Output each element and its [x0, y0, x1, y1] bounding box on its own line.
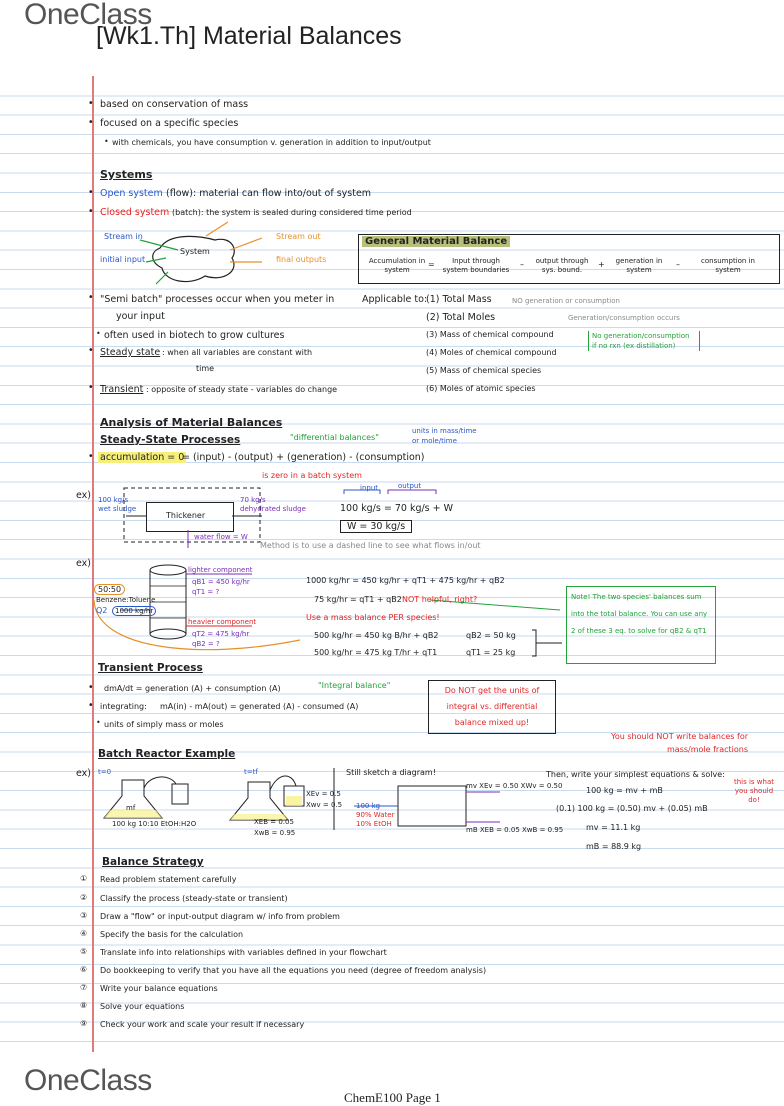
bullet-dot: • [88, 187, 94, 198]
then-write-note: Then, write your simplest equations & solve: [546, 770, 725, 779]
stream-in-label: Stream in [104, 232, 143, 241]
closed-system-desc: (batch): the system is sealed during considered time period [172, 208, 412, 217]
bullet-dot: • [96, 718, 101, 727]
batch-in-flow: 100 kg [356, 802, 381, 810]
intro-bullet-3: with chemicals, you have consumption v. generation in addition to input/output [112, 138, 431, 147]
batch-out-bottoms: mB XEB = 0.05 XwB = 0.95 [466, 826, 564, 834]
ex1-equation: 100 kg/s = 70 kg/s + W [340, 503, 454, 514]
differential-balances-label: "differential balances" [290, 433, 379, 442]
gmb-item-6: (6) Moles of atomic species [426, 384, 536, 393]
batch-in-comp2: 10% EtOH [356, 820, 392, 828]
ex1-label: ex) [76, 490, 92, 501]
integral-balance-label: "Integral balance" [318, 681, 391, 690]
intro-bullet-2: focused on a specific species [100, 118, 239, 129]
step-number: ⑥ [80, 965, 88, 974]
step-number: ① [80, 874, 88, 883]
step-number: ③ [80, 911, 88, 920]
strategy-step-8: Solve your equations [100, 1002, 185, 1011]
ss-equation: = (input) - (output) + (generation) - (consumption) [182, 452, 425, 463]
brand-logo-bottom: OneClass [24, 1064, 152, 1097]
accumulation-zero: accumulation = 0 [100, 452, 185, 463]
strategy-step-4: Specify the basis for the calculation [100, 930, 244, 939]
gmb-item-2: (2) Total Moles [426, 312, 496, 323]
systems-heading: Systems [100, 168, 153, 181]
ex1-input-label: input [360, 484, 379, 492]
ex2-light-q2: qT1 = ? [192, 588, 220, 596]
ex2-result-1: qB2 = 50 kg [466, 631, 516, 640]
bullet-dot: • [88, 451, 94, 462]
step-number: ④ [80, 929, 88, 938]
ex1-output-label: output [398, 482, 422, 490]
brand-logo-top: OneClass [24, 0, 152, 31]
gmb-note-no-gen: NO generation or consumption [512, 297, 620, 305]
ex2-label: ex) [76, 558, 92, 569]
ex2-note-box: Note! The two species' balances sum into the total balance. You can use any 2 of these 3 eq. to solve for qB2 & qT1 [566, 586, 716, 664]
batch-tf: t=tf [244, 768, 258, 776]
bullet-dot: • [88, 700, 94, 711]
units-note: units in mass/time or mole/time [412, 427, 477, 445]
bullet-dot: • [104, 137, 109, 146]
gmb-plus: + [598, 260, 605, 269]
batch-out-vapor: mv XEv = 0.50 XWv = 0.50 [466, 782, 563, 790]
side-note: this is what you should do! [733, 778, 774, 804]
gmb-consumption: consumption in system [701, 257, 755, 274]
ex1-water-flow: water flow = W [194, 533, 248, 541]
ex1-out-name: dehydrated sludge [240, 505, 306, 513]
ex1-in-flow: 100 kg/s [98, 496, 129, 504]
transient-heading: Transient Process [98, 662, 203, 674]
batch-solution-3: mv = 11.1 kg [586, 823, 641, 832]
batch-solution-4: mB = 88.9 kg [586, 842, 642, 851]
ex2-feed-names: Benzene:Toluene [96, 596, 156, 604]
bullet-dot: • [88, 345, 94, 356]
transient-label: Transient [100, 384, 144, 395]
ex2-eq3: 500 kg/hr = 450 kg B/hr + qB2 [314, 631, 439, 640]
bullet-dot: • [96, 329, 101, 338]
batch-solution-2: (0.1) 100 kg = (0.50) mv + (0.05) mB [556, 804, 708, 813]
gmb-minus: – [520, 260, 524, 269]
gmb-item-3: (3) Mass of chemical compound [426, 330, 554, 339]
strategy-step-9: Check your work and scale your result if necessary [100, 1020, 305, 1029]
semi-batch-line2: your input [116, 311, 165, 322]
ex2-light-label: lighter component [188, 566, 253, 574]
transient-units: units of simply mass or moles [104, 720, 224, 729]
ex2-eq2: 75 kg/hr = qT1 + qB2 [314, 595, 402, 604]
steady-state-desc2: time [196, 364, 215, 373]
applicable-label: Applicable to: [362, 294, 428, 305]
batch-xwv: Xwv = 0.5 [306, 801, 343, 809]
step-number: ⑧ [80, 1001, 88, 1010]
batch-feed: 100 kg 10:10 EtOH:H2O [112, 820, 197, 828]
strategy-step-6: Do bookkeeping to verify that you have all the equations you need (degree of freedom analysis) [100, 966, 487, 975]
page-footer: ChemE100 Page 1 [344, 1090, 441, 1105]
gmb-note-no-rxn: No generation/consumption if no rxn (ex distillation) [588, 331, 700, 351]
batch-solution-1: 100 kg = mv + mB [586, 786, 663, 795]
ex2-feed-ratio: 50:50 [94, 584, 125, 595]
ex2-heavy-q2: qB2 = ? [192, 640, 220, 648]
bullet-dot: • [88, 382, 94, 393]
ex1-in-name: wet sludge [98, 505, 137, 513]
ex2-eq4: 500 kg/hr = 475 kg T/hr + qT1 [314, 648, 438, 657]
stream-out-label: Stream out [276, 232, 321, 241]
closed-system-label: Closed system [100, 207, 170, 218]
strategy-step-1: Read problem statement carefully [100, 875, 237, 884]
initial-input-label: initial input [100, 255, 146, 264]
gmb-item-5: (5) Mass of chemical species [426, 366, 542, 375]
batch-xeb: XEB = 0.05 [254, 818, 294, 826]
ex2-result-2: qT1 = 25 kg [466, 648, 516, 657]
often-used-note: often used in biotech to grow cultures [104, 330, 285, 341]
integrating-label: integrating: [100, 702, 147, 711]
sketch-note: Still sketch a diagram! [346, 768, 436, 777]
steady-state-label: Steady state [100, 347, 161, 358]
steady-state-desc: : when all variables are constant with [162, 348, 313, 357]
strategy-step-7: Write your balance equations [100, 984, 218, 993]
intro-bullet-1: based on conservation of mass [100, 99, 249, 110]
batch-ex-label: ex) [76, 768, 92, 779]
open-system-desc: (flow): material can flow into/out of system [166, 188, 372, 199]
gmb-input: Input through system boundaries [442, 257, 510, 274]
strategy-heading: Balance Strategy [102, 856, 204, 868]
batch-xwb: XwB = 0.95 [254, 829, 296, 837]
bullet-dot: • [88, 98, 94, 109]
gmb-equals: = [428, 260, 435, 269]
thickener-label: Thickener [166, 511, 206, 520]
gmb-minus: – [676, 260, 680, 269]
strategy-step-5: Translate info into relationships with variables defined in your flowchart [100, 948, 387, 957]
gmb-item-4: (4) Moles of chemical compound [426, 348, 557, 357]
general-balance-title: General Material Balance [362, 236, 510, 247]
units-warning-box: Do NOT get the units of integral vs. differential balance mixed up! [428, 680, 556, 734]
ex2-feed-rate: 1000 kg/hr [112, 606, 156, 616]
integrating-equation: mA(in) - mA(out) = generated (A) - consumed (A) [160, 702, 359, 711]
transient-equation: dmA/dt = generation (A) + consumption (A) [104, 684, 281, 693]
ex2-not-helpful: NOT helpful, right? [402, 595, 478, 604]
ex2-eq1: 1000 kg/hr = 450 kg/hr + qT1 + 475 kg/hr + qB2 [306, 576, 505, 585]
transient-desc: : opposite of steady state - variables do change [146, 385, 338, 394]
batch-t0: t=0 [98, 768, 112, 776]
ex2-feed-q: Q2 [96, 606, 108, 615]
batch-in-comp1: 90% Water [356, 811, 395, 819]
ex1-out-flow: 70 kg/s [240, 496, 266, 504]
ex1-answer: W = 30 kg/s [340, 520, 412, 533]
step-number: ⑤ [80, 947, 88, 956]
final-outputs-label: final outputs [276, 255, 327, 264]
bullet-dot: • [88, 206, 94, 217]
strategy-step-3: Draw a "flow" or input-output diagram w/ info from problem [100, 912, 340, 921]
step-number: ② [80, 893, 88, 902]
ex2-heavy-q1: qT2 = 475 kg/hr [192, 630, 250, 638]
gmb-accumulation: Accumulation in system [368, 257, 426, 274]
strategy-step-2: Classify the process (steady-state or transient) [100, 894, 288, 903]
gmb-note-gen: Generation/consumption occurs [568, 314, 680, 322]
batch-mf: mf [126, 804, 136, 812]
ex1-method-note: Method is to use a dashed line to see what flows in/out [260, 541, 481, 550]
ex2-light-q1: qB1 = 450 kg/hr [192, 578, 250, 586]
batch-xev: XEv = 0.5 [306, 790, 341, 798]
bullet-dot: • [88, 682, 94, 693]
step-number: ⑦ [80, 983, 88, 992]
system-label: System [180, 247, 210, 256]
open-system-label: Open system [100, 188, 163, 199]
bullet-dot: • [88, 292, 94, 303]
batch-heading: Batch Reactor Example [98, 748, 236, 760]
gmb-generation: generation in system [615, 257, 663, 274]
zero-batch-note: is zero in a batch system [262, 471, 362, 480]
page-title: [Wk1.Th] Material Balances [96, 22, 402, 50]
gmb-output: output through sys. bound. [535, 257, 589, 274]
semi-batch-line1: "Semi batch" processes occur when you meter in [100, 294, 335, 305]
ex2-heavy-label: heavier component [188, 618, 257, 626]
bullet-dot: • [88, 117, 94, 128]
steady-state-heading: Steady-State Processes [100, 434, 241, 446]
gmb-item-1: (1) Total Mass [426, 294, 492, 305]
analysis-heading: Analysis of Material Balances [100, 416, 283, 429]
step-number: ⑨ [80, 1019, 88, 1028]
fraction-warning: You should NOT write balances for mass/mole fractions [611, 732, 748, 754]
ex2-use-mass: Use a mass balance PER species! [306, 613, 440, 622]
